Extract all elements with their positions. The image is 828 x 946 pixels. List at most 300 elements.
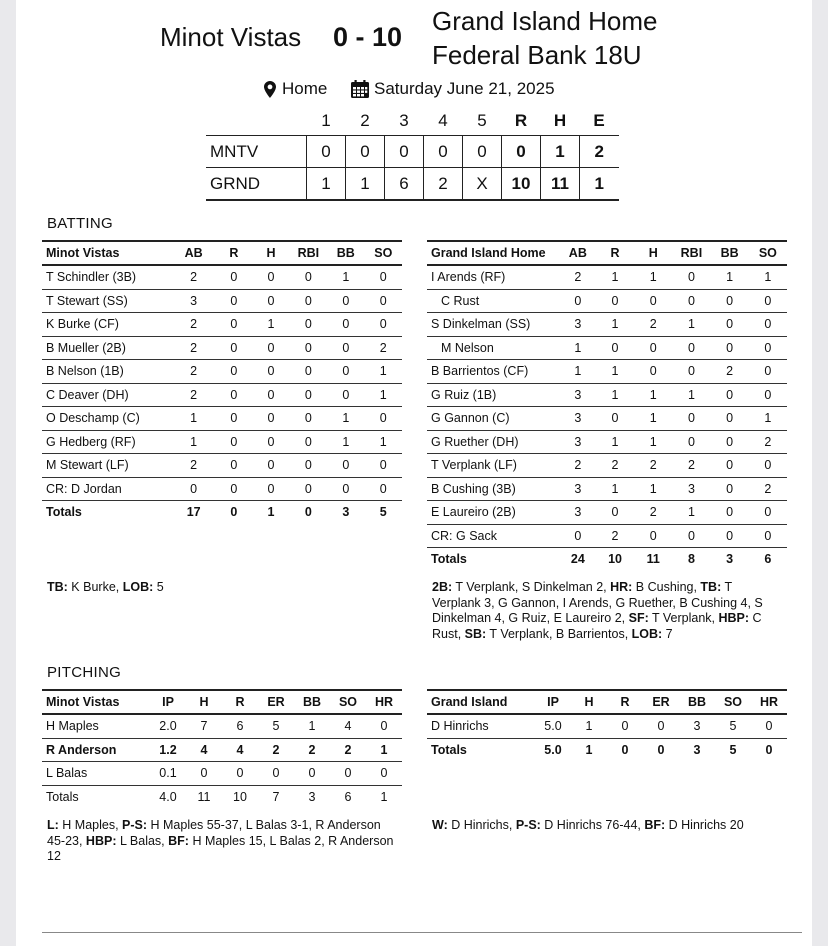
stat-cell: 2	[172, 360, 215, 384]
stat-column-header: H	[634, 241, 672, 265]
player-name: C Deaver (DH)	[42, 383, 172, 407]
stat-cell: 1	[596, 477, 634, 501]
stat-column-header: BB	[294, 690, 330, 714]
stat-cell: 2	[672, 454, 710, 478]
totals-cell: 1	[380, 789, 388, 804]
stat-column-header: IP	[535, 690, 571, 714]
stat-cell: 7	[186, 714, 222, 738]
inning-2-header: 2	[360, 111, 370, 130]
totals-label: Totals	[427, 548, 560, 571]
note-label: L:	[47, 818, 59, 832]
stat-cell: 0	[327, 360, 364, 384]
stat-cell: 0	[215, 313, 252, 337]
stat-cell: 0	[327, 336, 364, 360]
stat-cell: 2	[596, 524, 634, 548]
player-name: G Hedberg (RF)	[42, 430, 172, 454]
stat-cell: 0	[222, 762, 258, 786]
player-name: B Cushing (3B)	[427, 477, 560, 501]
totals-cell: 6	[749, 548, 787, 571]
stat-cell: 0	[711, 477, 749, 501]
stat-cell: 0	[290, 430, 328, 454]
player-name: C Rust	[427, 289, 560, 313]
location-text: Home	[282, 79, 328, 98]
bottom-divider	[42, 932, 802, 933]
note-label: HBP:	[718, 611, 750, 625]
totals-cell: 1	[571, 738, 607, 761]
stat-column-header: R	[222, 690, 258, 714]
stat-cell: 0	[365, 454, 402, 478]
stat-cell: 0	[290, 407, 328, 431]
note-text: T Verplank, B Barrientos,	[486, 626, 632, 641]
batting-row	[42, 360, 402, 384]
line-score-row-away	[206, 136, 619, 168]
stat-column-header: HR	[366, 690, 402, 714]
stat-cell: 2	[172, 336, 215, 360]
totals-cell: 24	[560, 548, 596, 571]
home-pitching-table	[427, 689, 787, 761]
stat-cell: 0	[294, 762, 330, 786]
stat-cell: 0	[252, 454, 289, 478]
batting-row	[427, 477, 787, 501]
stat-cell: 1	[596, 313, 634, 337]
batting-row	[42, 383, 402, 407]
stat-cell: 1	[634, 430, 672, 454]
stat-cell: 0	[749, 454, 787, 478]
stat-cell: 0	[327, 454, 364, 478]
stat-cell: 6	[222, 714, 258, 738]
stat-cell: 3	[560, 430, 596, 454]
note-text: C Rust,	[432, 611, 762, 641]
batting-row	[427, 360, 787, 384]
stat-cell: 0	[252, 360, 289, 384]
stat-cell: 2	[634, 501, 672, 525]
player-name: T Schindler (3B)	[42, 265, 172, 289]
batting-header-row	[427, 241, 787, 265]
totals-cell: 8	[672, 548, 710, 571]
inning-3-header: 3	[399, 111, 409, 130]
stat-cell: 0	[252, 336, 289, 360]
stat-cell: 0	[215, 407, 252, 431]
stat-cell: 0	[711, 524, 749, 548]
stat-cell: 0	[634, 289, 672, 313]
player-name: I Arends (RF)	[427, 265, 560, 289]
stat-cell: 2	[258, 738, 294, 762]
stat-cell: 0	[711, 383, 749, 407]
errors-total: 1	[580, 168, 619, 201]
stat-cell: 0	[258, 762, 294, 786]
stat-column-header: R	[215, 241, 252, 265]
totals-cell: 3	[679, 738, 715, 761]
team-column-header: Minot Vistas	[42, 241, 172, 265]
note-label: P-S:	[515, 818, 541, 832]
stat-cell: 0	[711, 313, 749, 337]
stat-cell: 3	[560, 501, 596, 525]
stat-cell: 0	[749, 336, 787, 360]
stat-cell: 1	[365, 360, 402, 384]
stat-cell: 2	[294, 738, 330, 762]
stat-cell: 0	[596, 407, 634, 431]
stat-cell: 0	[290, 289, 328, 313]
totals-row	[42, 785, 402, 808]
stat-column-header: R	[596, 241, 634, 265]
stat-column-header: SO	[715, 690, 751, 714]
note-text: 7	[662, 626, 673, 641]
note-text: K Burke,	[67, 580, 123, 594]
stat-cell: 0	[672, 289, 710, 313]
line-score-row-home	[206, 168, 619, 201]
inning-score: X	[463, 168, 502, 201]
player-name: K Burke (CF)	[42, 313, 172, 337]
stat-cell: 0	[327, 383, 364, 407]
pitching-row	[42, 714, 402, 738]
totals-cell: 1	[252, 501, 289, 524]
stat-cell: 2	[634, 313, 672, 337]
team-abbrev: GRND	[206, 168, 307, 201]
note-label: W:	[432, 818, 448, 832]
stat-cell: 0	[634, 524, 672, 548]
stat-cell: 0	[672, 430, 710, 454]
pitching-row	[427, 714, 787, 738]
totals-row	[427, 548, 787, 571]
player-name: S Dinkelman (SS)	[427, 313, 560, 337]
stat-cell: 0	[560, 524, 596, 548]
stat-cell: 1	[366, 738, 402, 762]
pitching-header-row	[42, 690, 402, 714]
away-pitching-table	[42, 689, 402, 808]
inning-score: 6	[385, 168, 424, 201]
stat-cell: 2	[560, 265, 596, 289]
stat-cell: 2	[749, 430, 787, 454]
runs-total: 0	[502, 136, 541, 168]
stat-cell: 5	[715, 714, 751, 738]
stat-cell: 0	[672, 524, 710, 548]
runs-total: 10	[502, 168, 541, 201]
note-text: T Verplank, S Dinkelman 2,	[452, 580, 611, 594]
stat-cell: 0	[290, 313, 328, 337]
stat-cell: 2	[596, 454, 634, 478]
stat-cell: 0	[365, 265, 402, 289]
stat-cell: 2	[560, 454, 596, 478]
note-label: TB:	[47, 580, 68, 594]
stat-cell: 4	[186, 738, 222, 762]
note-label: TB:	[700, 580, 722, 594]
totals-cell: 3	[327, 501, 364, 524]
stat-cell: 3	[672, 477, 710, 501]
totals-cell: 0	[290, 501, 328, 524]
stat-cell: 1	[571, 714, 607, 738]
totals-cell: 0	[643, 738, 679, 761]
home-pitching-notes	[432, 818, 802, 834]
stat-column-header: HR	[751, 690, 787, 714]
stat-cell: 1	[560, 360, 596, 384]
stat-cell: 0	[290, 265, 328, 289]
stat-cell: 0	[366, 714, 402, 738]
final-score: 0 - 10	[333, 22, 403, 52]
player-name: L Balas	[42, 762, 150, 786]
stat-cell: 1	[596, 383, 634, 407]
player-name: O Deschamp (C)	[42, 407, 172, 431]
note-text: H Maples 15, L Balas 2, R Anderson 12	[47, 833, 394, 863]
stat-cell: 3	[560, 477, 596, 501]
totals-row	[427, 738, 787, 761]
stat-column-header: R	[607, 690, 643, 714]
errors-header: E	[593, 111, 605, 130]
stat-cell: 0	[290, 383, 328, 407]
home-batting-table	[427, 240, 787, 571]
batting-row	[427, 407, 787, 431]
stat-cell: 0	[711, 454, 749, 478]
stat-cell: 0	[290, 360, 328, 384]
stat-cell: 0	[596, 336, 634, 360]
line-score-header	[206, 107, 619, 136]
stat-cell: 0	[215, 265, 252, 289]
stat-cell: 0.1	[150, 762, 186, 786]
player-name: G Gannon (C)	[427, 407, 560, 431]
away-pitching-notes	[47, 818, 397, 865]
inning-score: 0	[424, 136, 463, 168]
team-column-header: Grand Island	[427, 690, 535, 714]
totals-cell: 11	[634, 548, 672, 571]
stat-cell: 0	[672, 360, 710, 384]
note-text: D Hinrichs,	[447, 818, 516, 832]
totals-cell: 11	[197, 789, 211, 804]
stat-cell: 1	[634, 265, 672, 289]
totals-row	[42, 501, 402, 524]
stat-column-header: BB	[327, 241, 364, 265]
stat-column-header: AB	[560, 241, 596, 265]
stat-column-header: SO	[330, 690, 366, 714]
totals-cell: 10	[596, 548, 634, 571]
totals-cell: 4.0	[159, 789, 177, 804]
stat-cell: 1	[560, 336, 596, 360]
stat-cell: 0	[252, 383, 289, 407]
stat-cell: 4	[222, 738, 258, 762]
stat-cell: 0	[330, 762, 366, 786]
away-batting-notes	[47, 580, 397, 596]
batting-row	[427, 501, 787, 525]
errors-total: 2	[580, 136, 619, 168]
stat-cell: 1	[596, 360, 634, 384]
stat-column-header: BB	[679, 690, 715, 714]
totals-cell: 5	[715, 738, 751, 761]
stat-column-header: IP	[150, 690, 186, 714]
stat-column-header: SO	[365, 241, 402, 265]
inning-score: 2	[424, 168, 463, 201]
stat-cell: 1	[749, 407, 787, 431]
stat-cell: 0	[634, 360, 672, 384]
stat-cell: 3	[560, 383, 596, 407]
stat-cell: 0	[366, 762, 402, 786]
stat-cell: 0	[711, 289, 749, 313]
stat-cell: 0	[560, 289, 596, 313]
pitching-row	[42, 738, 402, 762]
stat-cell: 0	[749, 289, 787, 313]
inning-score: 0	[346, 136, 385, 168]
player-name: G Ruiz (1B)	[427, 383, 560, 407]
stat-cell: 0	[643, 714, 679, 738]
stat-cell: 3	[560, 313, 596, 337]
hits-total: 1	[541, 136, 580, 168]
stat-cell: 1	[672, 383, 710, 407]
stat-cell: 1	[672, 501, 710, 525]
pitching-header-row	[427, 690, 787, 714]
stat-cell: 5	[258, 714, 294, 738]
stat-cell: 0	[290, 336, 328, 360]
team-column-header: Minot Vistas	[42, 690, 150, 714]
stat-column-header: RBI	[290, 241, 328, 265]
stat-column-header: AB	[172, 241, 215, 265]
note-label: BF:	[168, 833, 189, 848]
stat-cell: 0	[711, 407, 749, 431]
stat-cell: 1.2	[150, 738, 186, 762]
batting-section-label: BATTING	[47, 215, 113, 232]
note-text: L Balas,	[116, 833, 169, 848]
batting-row	[427, 336, 787, 360]
box-score-page	[16, 0, 812, 946]
totals-cell: 0	[215, 501, 252, 524]
stat-cell: 1	[365, 430, 402, 454]
stat-cell: 0	[365, 313, 402, 337]
note-label: LOB:	[122, 580, 154, 594]
batting-row	[427, 454, 787, 478]
note-text: D Hinrichs 76-44,	[540, 818, 645, 832]
stat-cell: 0	[751, 714, 787, 738]
batting-row	[427, 313, 787, 337]
stat-cell: 0	[711, 430, 749, 454]
stat-cell: 0	[749, 383, 787, 407]
stat-cell: 2	[365, 336, 402, 360]
stat-cell: 1	[252, 313, 289, 337]
note-text: H Maples,	[58, 818, 123, 832]
note-label: BF:	[644, 818, 666, 832]
note-label: HR:	[610, 580, 633, 594]
note-text: T Verplank,	[648, 611, 719, 625]
hits-header: H	[553, 111, 567, 130]
stat-cell: 0	[711, 336, 749, 360]
away-team-name: Minot Vistas	[160, 22, 302, 52]
stat-cell: 3	[172, 289, 215, 313]
stat-cell: 1	[294, 714, 330, 738]
player-name: R Anderson	[42, 738, 150, 762]
stat-cell: 0	[749, 524, 787, 548]
stat-cell: 2	[172, 383, 215, 407]
stat-cell: 0	[215, 336, 252, 360]
stat-column-header: H	[186, 690, 222, 714]
stat-cell: 0	[252, 289, 289, 313]
note-text: T Verplank 3, G Gannon, I Arends, G Ruether, B Cushing 4, S Dinkelman 4, G Ruiz, E Laureiro 2,	[432, 580, 763, 625]
batting-row	[42, 454, 402, 478]
totals-label: Totals	[42, 501, 172, 524]
stat-cell: 1	[172, 430, 215, 454]
stat-cell: 0	[327, 313, 364, 337]
stat-cell: 0	[215, 289, 252, 313]
stat-cell: 0	[596, 501, 634, 525]
stat-cell: 1	[634, 407, 672, 431]
stat-cell: 1	[365, 383, 402, 407]
note-label: 2B:	[432, 580, 453, 594]
note-label: SF:	[628, 611, 649, 625]
note-text: B Cushing,	[632, 580, 701, 594]
stat-cell: 2.0	[150, 714, 186, 738]
stat-cell: 3	[560, 407, 596, 431]
totals-cell: 5	[365, 501, 402, 524]
stat-cell: 1	[672, 313, 710, 337]
stat-cell: 1	[172, 407, 215, 431]
stat-cell: 5.0	[535, 714, 571, 738]
totals-cell: 10	[233, 789, 247, 804]
totals-cell: 3	[308, 789, 316, 804]
pitching-section-label: PITCHING	[47, 664, 122, 681]
stat-cell: 2	[172, 313, 215, 337]
stat-cell: 2	[172, 265, 215, 289]
stat-cell: 2	[749, 477, 787, 501]
totals-cell: 0	[607, 738, 643, 761]
stat-cell: 1	[749, 265, 787, 289]
totals-cell: 0	[751, 738, 787, 761]
stat-cell: 1	[596, 430, 634, 454]
calendar-icon	[351, 80, 369, 98]
inning-score: 1	[307, 168, 346, 201]
player-name: B Nelson (1B)	[42, 360, 172, 384]
totals-cell: 17	[172, 501, 215, 524]
stat-cell: 2	[172, 454, 215, 478]
totals-cell: 3	[711, 548, 749, 571]
stat-cell: 0	[365, 407, 402, 431]
player-name: T Verplank (LF)	[427, 454, 560, 478]
stat-cell: 1	[327, 407, 364, 431]
stat-cell: 1	[634, 383, 672, 407]
player-name: G Ruether (DH)	[427, 430, 560, 454]
stat-cell: 1	[711, 265, 749, 289]
player-name: M Stewart (LF)	[42, 454, 172, 478]
player-name: D Hinrichs	[427, 714, 535, 738]
stat-cell: 3	[679, 714, 715, 738]
batting-row	[42, 477, 402, 501]
game-location	[264, 79, 327, 99]
note-label: P-S:	[122, 818, 148, 832]
note-label: HBP:	[85, 833, 117, 848]
stat-cell: 1	[327, 265, 364, 289]
stat-cell: 2	[634, 454, 672, 478]
stat-column-header: ER	[643, 690, 679, 714]
note-text: H Maples 55-37, L Balas 3-1, R Anderson 45-23,	[47, 818, 381, 848]
stat-cell: 4	[330, 714, 366, 738]
batting-row	[427, 289, 787, 313]
player-name: CR: G Sack	[427, 524, 560, 548]
home-batting-notes	[432, 580, 777, 642]
date-text: Saturday June 21, 2025	[374, 79, 555, 98]
team-column-header: Grand Island Home	[427, 241, 560, 265]
line-score-table	[206, 107, 619, 201]
batting-row	[427, 383, 787, 407]
stat-cell: 0	[365, 477, 402, 501]
game-date	[351, 79, 555, 99]
stat-cell: 0	[711, 501, 749, 525]
stat-column-header: ER	[258, 690, 294, 714]
batting-row	[42, 407, 402, 431]
stat-cell: 0	[252, 477, 289, 501]
stat-cell: 0	[365, 289, 402, 313]
stat-column-header: H	[252, 241, 289, 265]
note-text: 5	[153, 580, 164, 594]
inning-4-header: 4	[438, 111, 448, 130]
stat-cell: 2	[330, 738, 366, 762]
note-label: LOB:	[631, 626, 663, 641]
totals-cell: 6	[344, 789, 352, 804]
stat-cell: 0	[596, 289, 634, 313]
stat-cell: 0	[215, 454, 252, 478]
inning-score: 0	[463, 136, 502, 168]
